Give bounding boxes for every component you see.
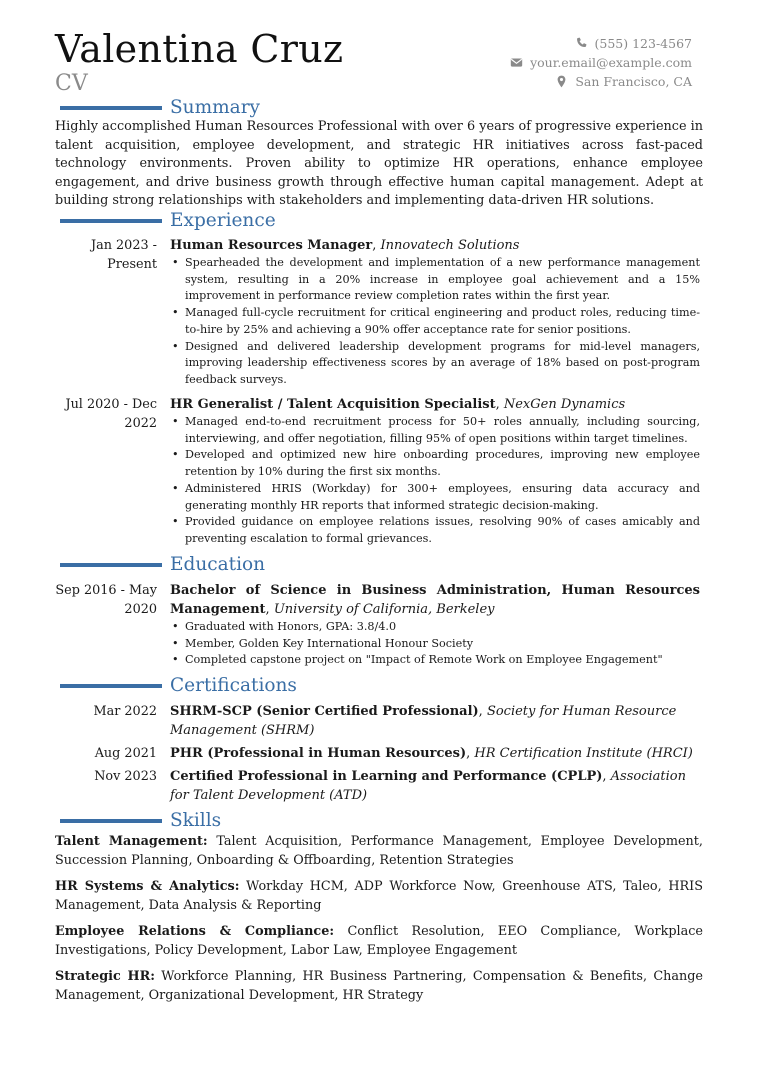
skill-list: Workforce Planning, HR Business Partnering, Compensation & Benefits, Change Management, Organizational Development, HR Strategy (55, 969, 703, 1003)
entry-bullets (170, 414, 700, 548)
entry-heading: Human Resources Manager, Innovatech Solutions (170, 238, 520, 253)
cert-title: Certified Professional in Learning and Performance (CPLP) (170, 769, 603, 784)
entry-heading: Certified Professional in Learning and Performance (CPLP), Association for Talent Development (ATD) (170, 769, 686, 803)
phone-text: (555) 123-4567 (594, 36, 692, 51)
degree-title: Bachelor of Science in Business Administration, Human Resources Management (170, 583, 700, 617)
experience-title: Experience (170, 210, 276, 231)
entry-date: Nov 2023 (94, 769, 157, 784)
list-item: • Managed full-cycle recruitment for critical engineering and product roles, reducing time-to-hire by 25% and achieving a 90% offer acceptance rate for senior positions. (170, 305, 700, 338)
list-item: • Member, Golden Key International Honour Society (170, 636, 700, 653)
location-text: San Francisco, CA (575, 74, 692, 89)
summary-text: Highly accomplished Human Resources Professional with over 6 years of progressive experience in talent acquisition, employee development, and strategic HR initiatives across fast-paced technology environments. Proven ability to optimize HR operations, enhance employee engagement, and drive business growth through effective human capital management. Adept at building strong relationships with stakeholders and implementing data-driven HR solutions. (55, 119, 703, 208)
list-item: • Administered HRIS (Workday) for 300+ employees, ensuring data accuracy and generating monthly HR reports that informed strategic decision-making. (170, 481, 700, 514)
entry-heading: SHRM-SCP (Senior Certified Professional), Society for Human Resource Management (SHRM) (170, 704, 677, 738)
section-rule (60, 219, 162, 223)
education-title: Education (170, 554, 266, 575)
phone-icon (575, 37, 588, 50)
skill-label: HR Systems & Analytics: (55, 879, 240, 894)
contact-location (510, 72, 692, 91)
entry-date: Sep 2016 - May 2020 (55, 583, 157, 617)
experience-heading (60, 210, 276, 232)
cert-title: PHR (Professional in Human Resources) (170, 746, 467, 761)
contact-block (510, 34, 692, 91)
list-item: • Provided guidance on employee relations issues, resolving 90% of cases amicably and preventing escalation to formal grievances. (170, 514, 700, 547)
education-heading (60, 554, 265, 576)
skill-list: Talent Acquisition, Performance Management, Employee Development, Succession Planning, Onboarding & Offboarding, Retention Strategies (55, 834, 703, 868)
list-item: • Spearheaded the development and implementation of a new performance management system, resulting in a 20% increase in employee goal achievement and a 15% improvement in performance review completion rates within the first year. (170, 255, 700, 305)
contact-email[interactable] (510, 53, 692, 72)
entry-date: Jul 2020 - Dec 2022 (65, 397, 157, 431)
person-name: Valentina Cruz (55, 27, 344, 71)
document-subtitle: CV (55, 71, 88, 96)
skills-heading (60, 810, 221, 832)
list-item: • Completed capstone project on "Impact of Remote Work on Employee Engagement" (170, 652, 700, 669)
skills-title: Skills (170, 810, 222, 831)
entry-bullets (170, 619, 700, 669)
skill-group (55, 967, 703, 1005)
entry-content (170, 236, 700, 389)
institution: University of California, Berkeley (273, 602, 495, 617)
skill-label: Employee Relations & Compliance: (55, 924, 335, 939)
cert-issuer: HR Certification Institute (HRCI) (474, 746, 693, 761)
job-title: Human Resources Manager (170, 238, 373, 253)
cert-title: SHRM-SCP (Senior Certified Professional) (170, 704, 479, 719)
entry-date: Jan 2023 - Present (90, 238, 157, 272)
section-rule (60, 106, 162, 110)
entry-content (170, 702, 700, 740)
entry-content (170, 767, 700, 805)
entry-content (170, 744, 700, 763)
entry-content (170, 395, 700, 548)
section-rule (60, 563, 162, 567)
cert-issuer: Society for Human Resource Management (SHRM) (170, 704, 677, 738)
employer: Innovatech Solutions (380, 238, 520, 253)
job-title: HR Generalist / Talent Acquisition Specialist (170, 397, 496, 412)
list-item: • Developed and optimized new hire onboarding procedures, improving new employee retention by 10% during the first six months. (170, 447, 700, 480)
skill-list: Conflict Resolution, EEO Compliance, Workplace Investigations, Policy Development, Labor Law, Employee Engagement (55, 924, 703, 958)
skill-list: Workday HCM, ADP Workforce Now, Greenhouse ATS, Taleo, HRIS Management, Data Analysis & Reporting (55, 879, 703, 913)
list-item: • Designed and delivered leadership development programs for mid-level managers, improving leadership effectiveness scores by an average of 18% based on post-program feedback surveys. (170, 339, 700, 389)
skill-label: Strategic HR: (55, 969, 155, 984)
skill-group (55, 832, 703, 870)
envelope-icon (510, 56, 523, 69)
certifications-heading (60, 675, 297, 697)
entry-bullets (170, 255, 700, 389)
contact-phone (510, 34, 692, 53)
cert-issuer: Association for Talent Development (ATD) (170, 769, 686, 803)
map-marker-icon (555, 75, 568, 88)
list-item: • Managed end-to-end recruitment process for 50+ roles annually, including sourcing, interviewing, and offer negotiation, filling 95% of open positions within target timelines. (170, 414, 700, 447)
entry-heading: HR Generalist / Talent Acquisition Specialist, NexGen Dynamics (170, 397, 626, 412)
section-rule (60, 684, 162, 688)
certifications-title: Certifications (170, 675, 297, 696)
entry-heading: Bachelor of Science in Business Administration, Human Resources Management, University of California, Berkeley (170, 583, 700, 617)
section-rule (60, 819, 162, 823)
entry-content (170, 581, 700, 669)
entry-date: Aug 2021 (94, 746, 157, 761)
entry-heading: PHR (Professional in Human Resources), HR Certification Institute (HRCI) (170, 746, 693, 761)
skill-label: Talent Management: (55, 834, 208, 849)
summary-title: Summary (170, 97, 260, 118)
entry-date: Mar 2022 (93, 704, 157, 719)
summary-heading (60, 97, 260, 119)
list-item: • Graduated with Honors, GPA: 3.8/4.0 (170, 619, 700, 636)
skill-group (55, 877, 703, 915)
skill-group (55, 922, 703, 960)
employer: NexGen Dynamics (503, 397, 626, 412)
email-link[interactable]: your.email@example.com (530, 55, 692, 70)
